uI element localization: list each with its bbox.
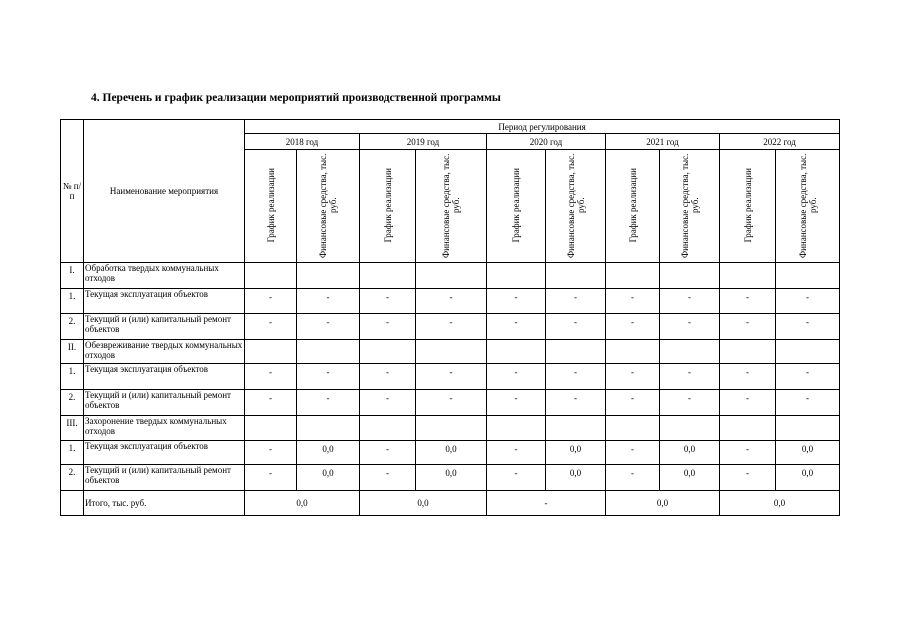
row-name: Текущий и (или) капитальный ремонт объектов <box>84 390 245 416</box>
row-cell: - <box>720 314 776 340</box>
header-schedule <box>720 150 776 263</box>
row-cell: 0,0 <box>660 465 720 491</box>
row-name: Захоронение твердых коммунальных отходов <box>84 416 245 441</box>
row-cell <box>487 416 546 441</box>
row-cell: 0,0 <box>297 441 360 465</box>
header-finance <box>660 150 720 263</box>
header-label: Финансовые средства, тыс. руб. <box>679 153 700 258</box>
row-cell: - <box>245 314 297 340</box>
row-cell: - <box>546 390 606 416</box>
row-cell: - <box>776 289 840 314</box>
row-cell: - <box>416 364 487 390</box>
row-cell <box>360 416 416 441</box>
row-name: Текущая эксплуатация объектов <box>84 441 245 465</box>
row-cell: - <box>606 364 660 390</box>
table-row <box>61 314 840 340</box>
row-cell: - <box>546 314 606 340</box>
table-row <box>61 340 840 364</box>
page-title: 4. Перечень и график реализации мероприятий производственной программы <box>91 92 501 104</box>
header-finance <box>776 150 840 263</box>
row-cell: - <box>660 314 720 340</box>
row-cell: - <box>487 314 546 340</box>
row-name: Обезвреживание твердых коммунальных отходов <box>84 340 245 364</box>
row-cell: - <box>360 465 416 491</box>
row-cell: - <box>245 390 297 416</box>
table-row <box>61 441 840 465</box>
row-cell: - <box>720 364 776 390</box>
row-cell: - <box>660 289 720 314</box>
row-cell <box>660 340 720 364</box>
row-number: 2. <box>61 314 84 340</box>
row-cell: - <box>245 289 297 314</box>
row-cell: - <box>720 289 776 314</box>
row-cell: - <box>606 289 660 314</box>
row-cell <box>245 263 297 289</box>
row-cell: - <box>660 364 720 390</box>
table-row <box>61 390 840 416</box>
row-cell: - <box>546 364 606 390</box>
row-cell: 0,0 <box>776 441 840 465</box>
row-cell <box>776 416 840 441</box>
row-cell: 0,0 <box>776 465 840 491</box>
total-label: Итого, тыс. руб. <box>84 491 245 516</box>
row-cell <box>297 416 360 441</box>
header-finance <box>546 150 606 263</box>
program-table <box>60 119 840 516</box>
row-cell <box>487 340 546 364</box>
row-cell: - <box>245 441 297 465</box>
header-label: График реализации <box>742 168 753 243</box>
total-row <box>61 491 840 516</box>
table-row <box>61 263 840 289</box>
row-cell <box>660 416 720 441</box>
row-name: Текущая эксплуатация объектов <box>84 364 245 390</box>
row-cell: - <box>776 364 840 390</box>
header-num: № п/п <box>61 120 84 263</box>
row-cell: - <box>360 364 416 390</box>
row-number: 1. <box>61 441 84 465</box>
row-cell <box>416 263 487 289</box>
row-cell: - <box>776 390 840 416</box>
row-cell: 0,0 <box>297 465 360 491</box>
row-cell: - <box>245 465 297 491</box>
row-cell: - <box>297 390 360 416</box>
row-cell: - <box>416 390 487 416</box>
row-cell <box>720 263 776 289</box>
row-cell <box>546 340 606 364</box>
total-num-cell <box>61 491 84 516</box>
header-label: Финансовые средства, тыс. руб. <box>797 153 818 258</box>
row-name: Обработка твердых коммунальных отходов <box>84 263 245 289</box>
header-finance <box>416 150 487 263</box>
header-schedule <box>360 150 416 263</box>
row-cell: - <box>416 289 487 314</box>
row-cell <box>416 416 487 441</box>
row-cell: - <box>360 314 416 340</box>
row-number: III. <box>61 416 84 441</box>
header-label: График реализации <box>265 168 276 243</box>
header-label: График реализации <box>382 168 393 243</box>
row-cell: - <box>546 289 606 314</box>
row-cell <box>720 416 776 441</box>
header-year: 2022 год <box>720 134 840 150</box>
row-cell: - <box>720 390 776 416</box>
total-value: - <box>487 491 606 516</box>
row-cell: - <box>297 314 360 340</box>
row-cell: 0,0 <box>416 441 487 465</box>
header-name: Наименование мероприятия <box>84 120 245 263</box>
table-row <box>61 416 840 441</box>
header-year: 2019 год <box>360 134 487 150</box>
row-cell: - <box>360 390 416 416</box>
row-cell: - <box>720 441 776 465</box>
row-number: II. <box>61 340 84 364</box>
row-cell: - <box>487 465 546 491</box>
row-cell: - <box>606 314 660 340</box>
row-cell: - <box>487 441 546 465</box>
total-value: 0,0 <box>606 491 720 516</box>
row-cell <box>360 340 416 364</box>
row-cell <box>546 263 606 289</box>
row-cell: - <box>297 364 360 390</box>
row-name: Текущий и (или) капитальный ремонт объектов <box>84 465 245 491</box>
row-cell <box>245 340 297 364</box>
table-row <box>61 465 840 491</box>
row-cell: - <box>606 390 660 416</box>
total-value: 0,0 <box>245 491 360 516</box>
row-cell <box>776 263 840 289</box>
row-cell: - <box>660 390 720 416</box>
header-label: Финансовые средства, тыс. руб. <box>565 153 586 258</box>
table-row <box>61 289 840 314</box>
row-number: 1. <box>61 289 84 314</box>
header-label: График реализации <box>627 168 638 243</box>
row-cell <box>776 340 840 364</box>
row-number: 1. <box>61 364 84 390</box>
header-period: Период регулирования <box>245 120 840 134</box>
header-year: 2018 год <box>245 134 360 150</box>
header-schedule <box>606 150 660 263</box>
header-schedule <box>487 150 546 263</box>
header-label: Финансовые средства, тыс. руб. <box>441 153 461 258</box>
row-cell: - <box>245 364 297 390</box>
row-cell: 0,0 <box>660 441 720 465</box>
row-cell: - <box>416 314 487 340</box>
row-name: Текущая эксплуатация объектов <box>84 289 245 314</box>
row-number: 2. <box>61 390 84 416</box>
total-value: 0,0 <box>360 491 487 516</box>
row-cell <box>546 416 606 441</box>
row-cell: 0,0 <box>416 465 487 491</box>
row-cell: - <box>776 314 840 340</box>
header-label: График реализации <box>511 168 521 243</box>
row-cell <box>297 263 360 289</box>
row-number: I. <box>61 263 84 289</box>
row-cell: - <box>360 441 416 465</box>
header-label: Финансовые средства, тыс. руб. <box>318 153 338 258</box>
row-cell: - <box>360 289 416 314</box>
header-finance <box>297 150 360 263</box>
row-name: Текущий и (или) капитальный ремонт объектов <box>84 314 245 340</box>
row-cell: - <box>720 465 776 491</box>
header-schedule <box>245 150 297 263</box>
row-cell <box>720 340 776 364</box>
row-number: 2. <box>61 465 84 491</box>
row-cell: 0,0 <box>546 465 606 491</box>
row-cell: - <box>606 441 660 465</box>
row-cell <box>245 416 297 441</box>
row-cell: - <box>487 289 546 314</box>
row-cell <box>606 263 660 289</box>
row-cell <box>297 340 360 364</box>
header-year: 2021 год <box>606 134 720 150</box>
row-cell <box>487 263 546 289</box>
row-cell: 0,0 <box>546 441 606 465</box>
row-cell: - <box>297 289 360 314</box>
table-row <box>61 364 840 390</box>
row-cell <box>360 263 416 289</box>
total-value: 0,0 <box>720 491 840 516</box>
row-cell: - <box>487 390 546 416</box>
row-cell <box>660 263 720 289</box>
row-cell: - <box>606 465 660 491</box>
header-year: 2020 год <box>487 134 606 150</box>
row-cell <box>606 416 660 441</box>
row-cell: - <box>487 364 546 390</box>
row-cell <box>416 340 487 364</box>
row-cell <box>606 340 660 364</box>
